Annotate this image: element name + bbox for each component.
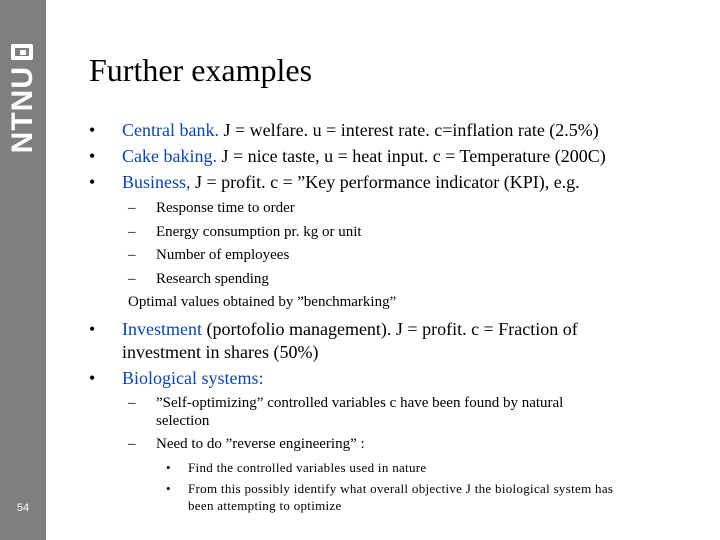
ntnu-logo: [6, 44, 39, 154]
bullet-icon: •: [89, 368, 96, 388]
bullet-icon: •: [166, 481, 171, 496]
bio-subitem-text: Find the controlled variables used in nature: [188, 460, 427, 475]
bullet-icon: •: [166, 460, 171, 475]
sidebar: [0, 0, 46, 540]
dash-icon: –: [128, 247, 136, 263]
logo-text: NTNU: [6, 66, 39, 154]
dash-icon: –: [128, 271, 136, 287]
kpi-item-text: Energy consumption pr. kg or unit: [156, 224, 362, 240]
kpi-note: Optimal values obtained by ”benchmarking”: [128, 294, 397, 310]
bullet-highlight: Business,: [122, 172, 191, 192]
bullet-icon: •: [89, 120, 96, 140]
logo-mark-icon: [11, 44, 33, 60]
dash-icon: –: [128, 395, 136, 411]
bullet-highlight: Cake baking.: [122, 146, 217, 166]
bullet-text: investment in shares (50%): [122, 342, 319, 362]
kpi-item-text: Research spending: [156, 271, 269, 287]
bio-item-text: Need to do ”reverse engineering” :: [156, 436, 365, 452]
bullet-text: J = profit. c = ”Key performance indicator (KPI), e.g.: [190, 172, 580, 192]
bullet-highlight: Biological systems:: [122, 368, 264, 388]
bullet-text: J = nice taste, u = heat input. c = Temperature (200C): [216, 146, 606, 166]
bullet-text: (portofolio management). J = profit. c = Fraction of: [201, 319, 578, 339]
bullet-text: J = welfare. u = interest rate. c=inflation rate (2.5%): [218, 120, 599, 140]
kpi-item-text: Response time to order: [156, 200, 295, 216]
bio-subitem-text: From this possibly identify what overall objective J the biological system has: [188, 481, 614, 496]
bullet-highlight: Central bank.: [122, 120, 219, 140]
bullet-highlight: Investment: [122, 319, 202, 339]
slide-title: Further examples: [89, 52, 313, 88]
bio-item-text: selection: [156, 413, 210, 429]
kpi-item-text: Number of employees: [156, 247, 290, 263]
dash-icon: –: [128, 200, 136, 216]
bullet-icon: •: [89, 146, 96, 166]
bullet-icon: •: [89, 319, 96, 339]
page-number: 54: [16, 502, 30, 514]
bullet-icon: •: [89, 172, 96, 192]
dash-icon: –: [128, 224, 136, 240]
dash-icon: –: [128, 436, 136, 452]
bio-item-text: ”Self-optimizing” controlled variables c have been found by natural: [156, 395, 564, 411]
bio-subitem-text: been attempting to optimize: [188, 498, 342, 513]
